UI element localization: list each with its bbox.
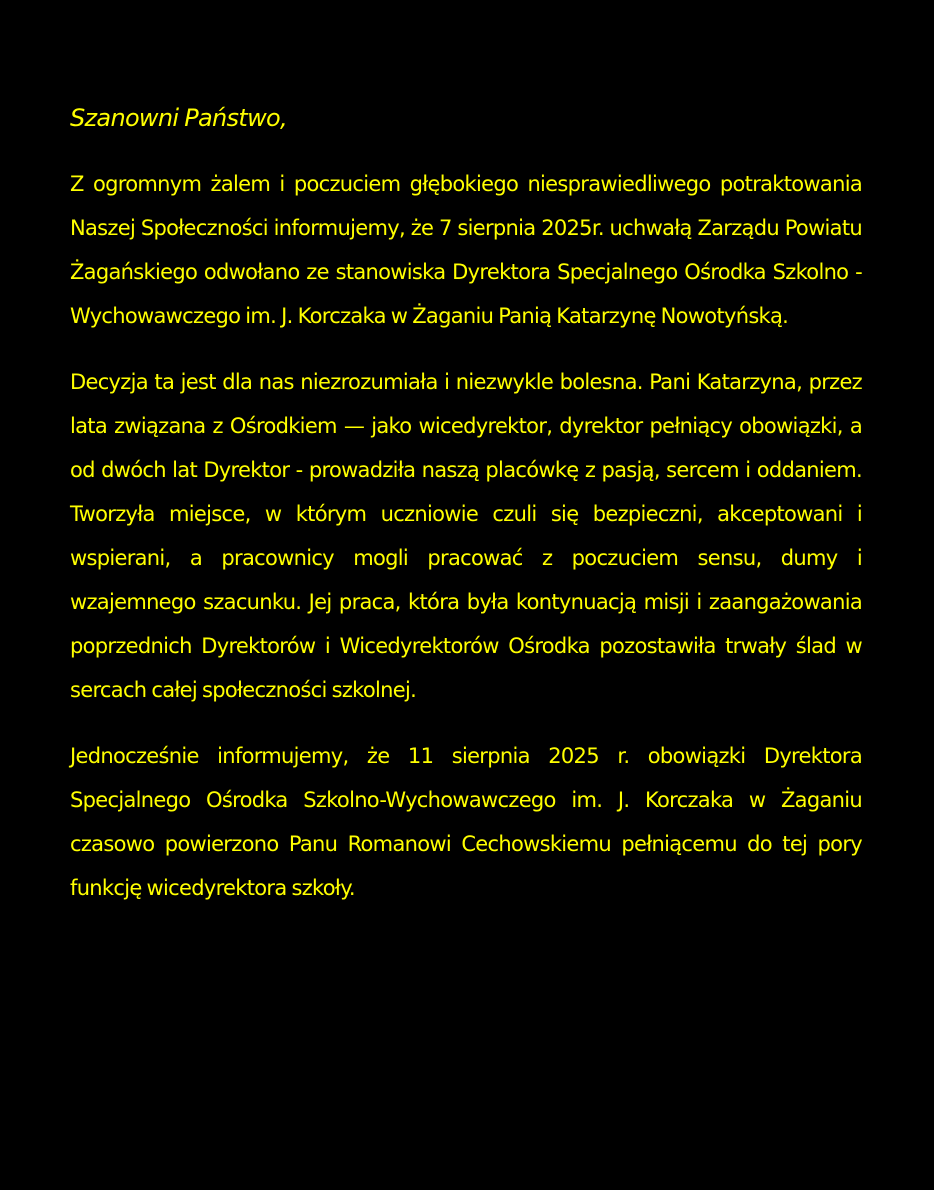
letter-body	[70, 96, 862, 910]
paragraph-interim-director: Jednocześnie informujemy, że 11 sierpnia 2025 r. obowiązki Dyrektora Specjalnego Ośrodka Szkolno-Wychowawczego im. J. Korczaka w Żaganiu czasowo powierzono Panu Romanowi Cechowskiemu pełniącemu do tej pory funkcję wicedyrektora szkoły.	[70, 744, 862, 900]
paragraph-dismissal-announcement: Z ogromnym żalem i poczuciem głębokiego niesprawiedliwego potraktowania Naszej Społeczności informujemy, że 7 sierpnia 2025r. uchwałą Zarządu Powiatu Żagańskiego odwołano ze stanowiska Dyrektora Specjalnego Ośrodka Szkolno - Wychowawczego im. J. Korczaka w Żaganiu Panią Katarzynę Nowotyńską.	[70, 172, 862, 328]
letter-greeting: Szanowni Państwo,	[70, 104, 287, 132]
paragraph-tribute: Decyzja ta jest dla nas niezrozumiała i niezwykle bolesna. Pani Katarzyna, przez lata związana z Ośrodkiem — jako wicedyrektor, dyrektor pełniący obowiązki, a od dwóch lat Dyrektor - prowadziła naszą placówkę z pasją, sercem i oddaniem. Tworzyła miejsce, w którym uczniowie czuli się bezpieczni, akceptowani i wspierani, a pracownicy mogli pracować z poczuciem sensu, dumy i wzajemnego szacunku. Jej praca, która była kontynuacją misji i zaangażowania poprzednich Dyrektorów i Wicedyrektorów Ośrodka pozostawiła trwały ślad w sercach całej społeczności szkolnej.	[70, 370, 862, 702]
